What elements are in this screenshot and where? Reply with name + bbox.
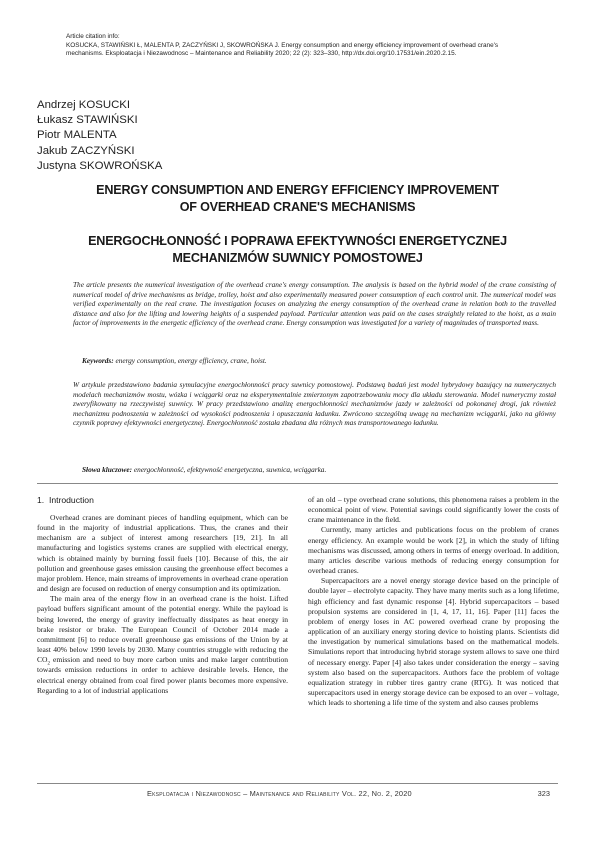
author-name: Łukasz STAWIŃSKI bbox=[37, 114, 138, 127]
keywords-text: energy consumption, energy efficiency, crane, hoist. bbox=[115, 356, 267, 365]
title-english-line: ENERGY CONSUMPTION AND ENERGY EFFICIENCY IMPROVEMENT bbox=[96, 183, 499, 197]
body-paragraph: Supercapacitors are a novel energy storage device based on the principle of double layer – electrolyte capacity. They have many merits such as a long lifetime, high efficiency and fast dynamic response [4]. Hybrid supercapacitors – based propulsion systems are considered in [1, 4, 17, 11, 16]. Paper [11] faces the problem of energy loses in AC powered overhead crane by proposing the application of an auxiliary energy storing device to hoisting plants. Scientists did the investigation by numerical simulations based on the mathematical models. Simulations report that introducing hybrid storage system allows to save one third of necessary energy. Paper [4] also takes under consideration the energy – saving system also based on the supercapacitors. Authors face the problem of voltage equalization strategy in rubber tires gantry crane (RTG). It was noticed that supercapacitors used in energy storage device can be exposed to an over – voltage, which leads to shortening a life time of the system and also causes problems bbox=[308, 576, 559, 708]
body-paragraph: Currently, many articles and publications focus on the problem of cranes energy efficiency. An example would be work [2], in which the study of lifting mechanisms was discussed, among others in terms of energy overload. In addition, many articles describe various methods of reducing energy consumption for overhead cranes. bbox=[308, 525, 559, 576]
title-polish-line: ENERGOCHŁONNOŚĆ I POPRAWA EFEKTYWNOŚCI ENERGETYCZNEJ bbox=[88, 234, 507, 248]
body-column-left bbox=[37, 495, 288, 696]
subscript: 2 bbox=[47, 661, 50, 667]
body-column-right bbox=[308, 495, 559, 708]
author-name: Jakub ZACZYŃSKI bbox=[37, 144, 135, 157]
paragraph-text: emission and need to buy more carbon units and make larger contribution towards emission reductions in order to achieve desirable levels. Hence, the electrical energy obtained from coal fired power plants becomes more expensive. Regarding to a lot of industrial applications bbox=[37, 655, 288, 695]
abstract-polish: W artykule przedstawiono badania symulacyjne energochłonności pracy suwnicy pomostowej. Podstawą badań jest model hybrydowy bazujący na numerycznych modelach mechanizmów mostu, wózka i wciągarki oraz na eksperymentalnie zmierzonym zapotrzebowaniu mocy dla układu sterowania. Model numeryczny został zweryfikowany na rzeczywistej suwnicy. W pracy przedstawiono analizę energochłonności mechanizmów jazdy w zależności od pokonanej drogi, jak również mechanizmu podnoszenia w zależności od wysokości podnoszenia i opuszczania ładunku. Zwrócono szczególną uwagę na mechanizm wciągarki, jako na główny czynnik poprawy efektywności energetycznej. Energochłonność została zbadana dla różnych mas transportowanego ładunku. bbox=[73, 380, 556, 428]
page-number: 323 bbox=[537, 789, 550, 798]
keywords-english bbox=[82, 356, 267, 366]
body-paragraph bbox=[37, 594, 288, 696]
author-name: Andrzej KOSUCKI bbox=[37, 99, 131, 111]
author-name: Justyna SKOWROŃSKA bbox=[37, 159, 163, 172]
author-name: Piotr MALENTA bbox=[37, 129, 117, 142]
article-citation bbox=[66, 33, 536, 59]
abstract-english: The article presents the numerical investigation of the overhead crane's energy consumption. The analysis is based on the hybrid model of the crane consisting of numerical model of drive mechanisms as bridge, trolley, hoist and also experimentally measured power consumption of each control unit. The numerical model was verified experimentally on the real crane. The investigation focuses on analyzing the energy consumption of the overhead crane in relation both to the travelled distance and also for the lifting and lowering heights of a suspended payload. Particular attention was paid on the cases straightly related to the hoist, as a main factor of improvements in the energetic efficiency of the overhead crane. Energy consumption was investigated for a variety of magnitudes of transported mass. bbox=[73, 280, 556, 328]
title-english bbox=[40, 182, 555, 216]
citation-label: Article citation info: bbox=[66, 33, 120, 40]
keywords-text: energochłonność, efektywność energetyczna, suwnica, wciągarka. bbox=[133, 465, 327, 474]
keywords-label: Słowa kluczowe: bbox=[82, 465, 133, 474]
title-polish-line: MECHANIZMÓW SUWNICY POMOSTOWEJ bbox=[172, 251, 423, 265]
author-list bbox=[37, 98, 162, 174]
body-paragraph: Overhead cranes are dominant pieces of handling equipment, which can be found in the majority of industrial applications. Thus, the cranes and their mechanism are a subject of interest among researchers [19, 21]. In all manufacturing and logistics systems cranes are supplied with electrical energy, which is obtained mainly by burning fossil fuels [10]. Because of this, the air pollution and greenhouse gases emission causing the greenhouse effect becomes a major problem. Hence, main streams of improvements in overhead crane operation and design are focused on reduction of energy consumption and its optimization. bbox=[37, 513, 288, 594]
footer-divider bbox=[37, 783, 558, 784]
journal-name: Eksploatacja i Niezawodnosc – Maintenance and Reliability Vol. 22, No. 2, 2020 bbox=[147, 789, 412, 798]
keywords-label: Keywords: bbox=[82, 356, 114, 365]
citation-text: KOSUCKA, STAWIŃSKI Ł, MALENTA P, ZACZYŃSKI J, SKOWROŃSKA J. Energy consumption and energy efficiency improvement of overhead crane's mechanisms. Eksploatacja i Niezawodnosc – Maintenance and Reliability 2020; 22 (2): 323–330, http://dx.doi.org/10.17531/ein.2020.2.15. bbox=[66, 41, 499, 58]
title-polish bbox=[40, 233, 555, 267]
title-english-line: OF OVERHEAD CRANE'S MECHANISMS bbox=[179, 200, 416, 214]
paragraph-text: The main area of the energy flow in an overhead crane is the hoist. Lifted payload buffers significant amount of the potential energy. While the payload is being lowered, the energy of gravity ineffectually dissipates as heat energy in brake resistor or brake. The European Council of October 2014 made a commitment [6] to reduce overall greenhouse gas emissions of the Union by at least 40% below 1990 levels by 2030. Many countries struggle with reducing the CO bbox=[37, 594, 288, 665]
section-number: 1. bbox=[37, 495, 45, 505]
keywords-polish bbox=[82, 465, 326, 475]
section-divider bbox=[37, 483, 558, 484]
section-title: Introduction bbox=[48, 495, 94, 505]
section-heading bbox=[37, 495, 288, 506]
body-paragraph: of an old – type overhead crane solutions, this phenomena raises a problem in the economical point of view. Potential savings could significantly lower the costs of crane maintenance in the field. bbox=[308, 495, 559, 525]
